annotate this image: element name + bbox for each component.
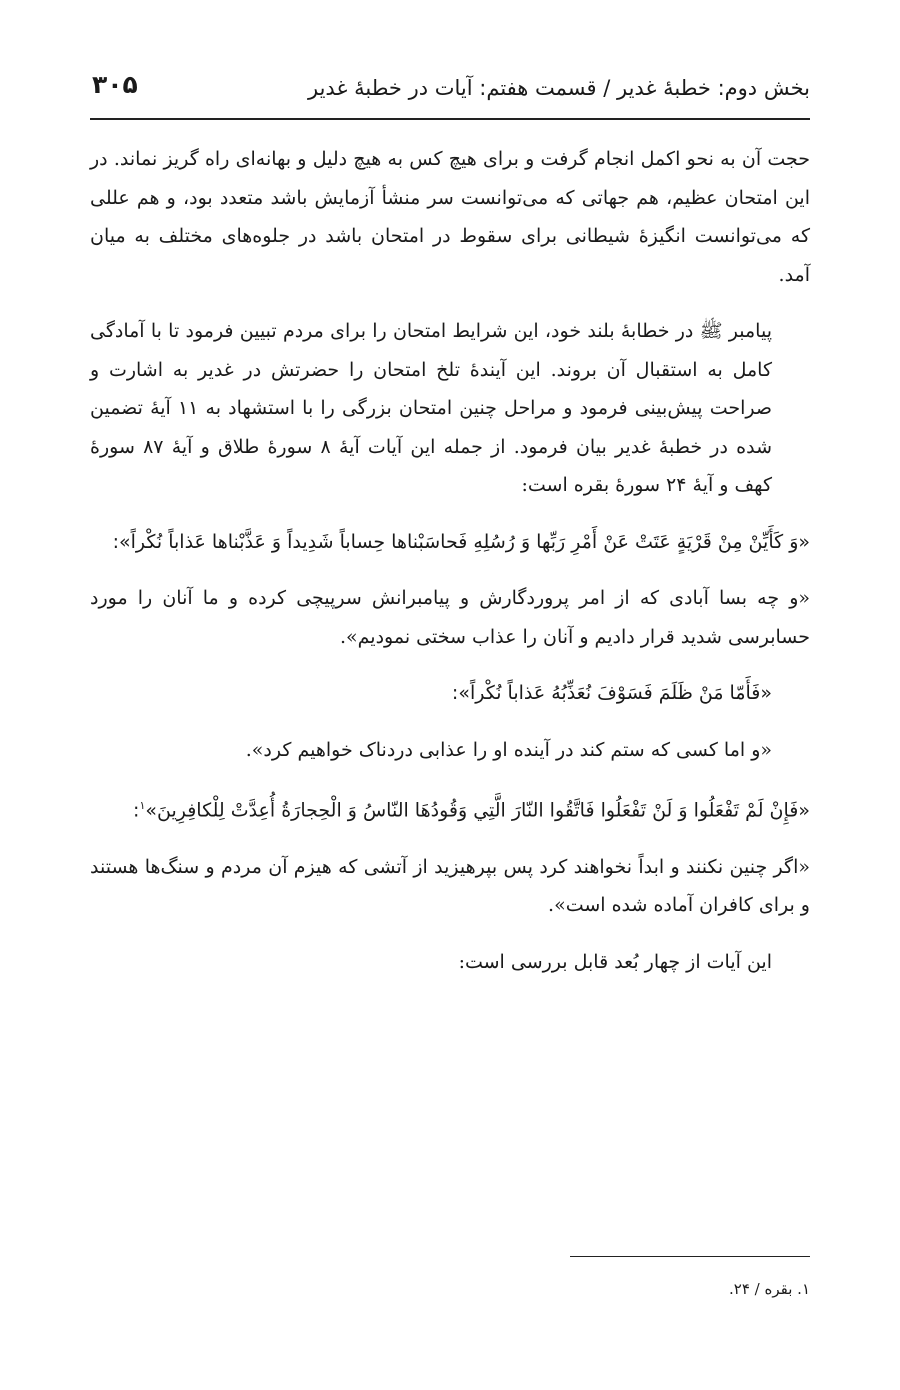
translation-baqara-24: «اگر چنین نکنند و ابداً نخواهند کرد پس بپرهیزید از آتشی که هیزم آن مردم و سنگ‌ها هستند و برای کافران آماده شده است». xyxy=(90,855,810,917)
footnote-rule xyxy=(570,1256,810,1257)
translation-kahf-87: «و اما کسی که ستم کند در آینده او را عذابی دردناک خواهیم کرد». xyxy=(245,738,772,761)
header-rule xyxy=(90,118,810,120)
quran-verse-talaq-8: «وَ كَأَيِّنْ مِنْ قَرْيَةٍ عَتَتْ عَنْ أَمْرِ رَبِّها وَ رُسُلِهِ فَحاسَبْناها حِساباً شَدِيداً وَ عَذَّبْناها عَذاباً نُكْراً»: xyxy=(112,530,810,553)
footnote: ۱. بقره / ۲۴. xyxy=(729,1280,810,1298)
paragraph-intro: حجت آن به نحو اکمل انجام گرفت و برای هیچ کس به هیچ دلیل و بهانه‌ای راه گریز نماند. در این امتحان عظیم، هم جهاتی که می‌توانست سر منشأ آزمایش باشد متعدد بود، و هم عللی که می‌توانست انگیزهٔ شیطانی برای سقوط در امتحان باشد در جلوه‌های مختلف به میان آمد. xyxy=(90,148,810,286)
book-page xyxy=(90,0,810,1390)
quran-verse-kahf-87: «فَأَمّا مَنْ ظَلَمَ فَسَوْفَ نُعَذِّبُهُ عَذاباً نُكْراً»: xyxy=(451,682,772,704)
paragraph-four-dimensions: این آیات از چهار بُعد قابل بررسی است: xyxy=(458,950,772,973)
footnote-reference[interactable]: ۱ xyxy=(139,799,146,812)
running-header xyxy=(90,70,810,110)
page-number: ۳۰۵ xyxy=(92,70,138,99)
quran-verse-baqara-24-text: «فَإِنْ لَمْ تَفْعَلُوا وَ لَنْ تَفْعَلُوا فَاتَّقُوا النّارَ الَّتِي وَقُودُهَا النّاسُ وَ الْحِجارَةُ أُعِدَّتْ لِلْكافِرِينَ» xyxy=(145,799,810,822)
running-header-title: بخش دوم: خطبهٔ غدیر / قسمت هفتم: آیات در خطبهٔ غدیر xyxy=(307,76,810,100)
paragraph-prophet-sermon: پیامبر ﷺ در خطابهٔ بلند خود، این شرایط امتحان را برای مردم تبیین فرمود تا با آمادگی کامل به استقبال آن بروند. این آیندهٔ تلخ امتحان را حضرتش در غدیر به اشارت و صراحت پیش‌بینی فرمود و مراحل چنین امتحان بزرگی را با استشهاد به ۱۱ آیهٔ تضمین شده در خطبهٔ غدیر بیان فرمود. از جمله این آیات آیهٔ ۸ سورهٔ طلاق و آیهٔ ۸۷ سورهٔ کهف و آیهٔ ۲۴ سورهٔ بقره است: xyxy=(90,320,772,496)
body-text xyxy=(90,140,810,999)
quran-verse-baqara-24 xyxy=(90,787,810,830)
verse-colon: : xyxy=(133,799,140,822)
translation-talaq-8: «و چه بسا آبادی که از امر پروردگارش و پیامبرانش سرپیچی کرده و ما آنان را مورد حسابرسی شدید قرار دادیم و آنان را عذاب سختی نمودیم». xyxy=(90,587,810,648)
